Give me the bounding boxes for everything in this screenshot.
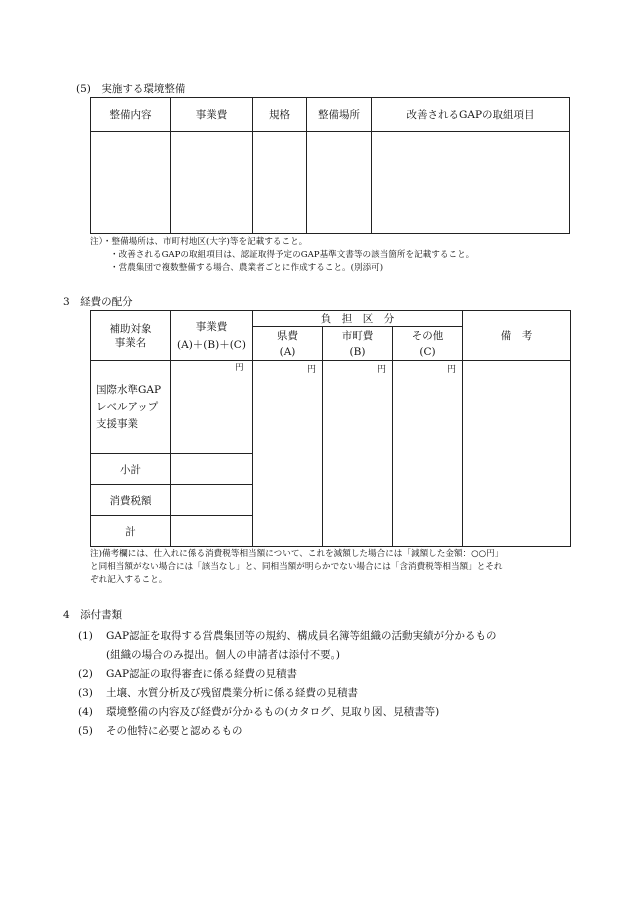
section5-note-1: 注）・整備場所は、市町村地区(大字)等を記載すること。 [90,237,308,247]
section3-heading: 3 経費の配分 [63,296,133,308]
equipment-table [90,97,570,234]
header-burden: 負 担 区 分 [253,311,463,327]
header-prefecture: 県費 (A) [253,327,323,361]
cell-tax[interactable] [171,485,253,516]
row-subtotal: 小計 [91,454,171,485]
section3-note-1: 注)備考欄には、仕入れに係る消費税等相当額について、これを減額した場合には「減額した金額：○○円」 [90,549,504,559]
header-city: 市町費 (B) [323,327,393,361]
header-content: 整備内容 [91,98,171,132]
cell-location[interactable] [307,132,372,234]
header-project-cost: 事業費 (A)＋(B)＋(C) [171,311,253,361]
attachment-1-num: (1) [78,630,93,642]
attachment-2-text: GAP認証の取得審査に係る経費の見積書 [106,668,298,680]
cell-total[interactable] [171,516,253,547]
cell-content[interactable] [91,132,171,234]
cell-city[interactable]: 円 [323,361,393,547]
attachment-3-text: 土壌、水質分析及び残留農業分析に係る経費の見積書 [106,687,358,699]
cell-other[interactable]: 円 [393,361,463,547]
section3-note-2: と同相当額がない場合には「該当なし」と、同相当額が明らかでない場合には「含消費税等相当額」とそれ [90,562,503,572]
header-spec: 規格 [253,98,307,132]
project-name: 国際水準GAPレベルアップ支援事業 [91,361,171,454]
section4-heading: 4 添付書類 [63,609,123,621]
attachment-1-text: GAP認証を取得する営農集団等の規約、構成員名簿等組織の活動実績が分かるもの [106,630,497,642]
attachment-3-num: (3) [78,687,93,699]
cell-spec[interactable] [253,132,307,234]
section5-note-3: ・営農集団で複数整備する場合、農業者ごとに作成すること。(別添可) [110,263,384,273]
cell-subtotal[interactable] [171,454,253,485]
yen-mark-cost: 円 [235,363,244,373]
section5-note-2: ・改善されるGAPの取組項目は、認証取得予定のGAP基準文書等の該当箇所を記載すること。 [110,250,475,260]
cell-remarks[interactable] [463,361,571,547]
cell-project-cost[interactable] [171,361,253,454]
cell-cost[interactable] [171,132,253,234]
attachment-2-num: (2) [78,668,93,680]
header-location: 整備場所 [307,98,372,132]
section5-heading: (5) 実施する環境整備 [76,83,186,95]
row-tax: 消費税額 [91,485,171,516]
header-gap-items: 改善されるGAPの取組項目 [372,98,570,132]
attachment-5-text: その他特に必要と認めるもの [106,725,243,737]
attachment-4-text: 環境整備の内容及び経費が分かるもの(カタログ、見取り図、見積書等) [106,706,440,718]
row-total: 計 [91,516,171,547]
cell-prefecture[interactable]: 円 [253,361,323,547]
header-other: その他 (C) [393,327,463,361]
section3-note-3: ぞれ記入すること。 [90,575,168,585]
attachment-5-num: (5) [78,725,93,737]
header-cost: 事業費 [171,98,253,132]
header-remarks: 備 考 [463,311,571,361]
header-target-project: 補助対象事業名 [91,311,171,361]
attachment-1-note: (組織の場合のみ提出。個人の申請者は添付不要。) [106,649,340,661]
cell-gap-items[interactable] [372,132,570,234]
expense-table [90,310,571,547]
attachment-4-num: (4) [78,706,93,718]
